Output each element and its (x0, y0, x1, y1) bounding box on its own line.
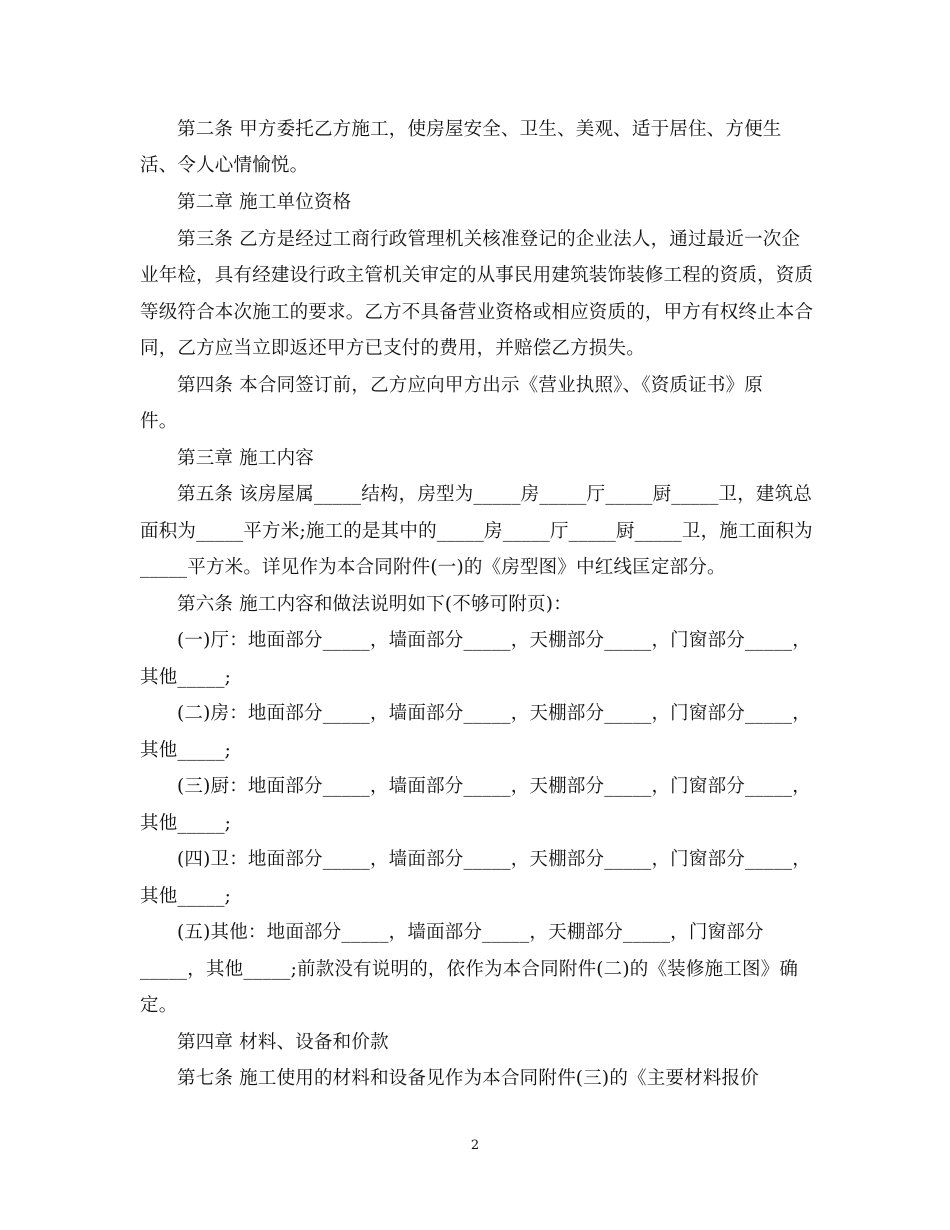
text-line: (三)厨：地面部分_____，墙面部分_____，天棚部分_____，门窗部分_____， (177, 776, 811, 797)
text-line: 其他_____; (140, 740, 232, 761)
text-line: 件。 (140, 411, 178, 432)
text-line: 第四条 本合同签订前，乙方应向甲方出示《营业执照》、《资质证书》原 (177, 375, 763, 396)
chapter-heading: 第二章 施工单位资格 (177, 192, 352, 213)
text-line: _____平方米。详见作为本合同附件(一)的《房型图》中红线匡定部分。 (140, 557, 726, 578)
text-line: 其他_____; (140, 667, 232, 688)
text-line: 同，乙方应当立即返还甲方已支付的费用，并赔偿乙方损失。 (140, 338, 645, 359)
text-line: 定。 (140, 995, 178, 1016)
text-line: 其他_____; (140, 813, 232, 834)
chapter-heading: 第四章 材料、设备和价款 (177, 1032, 389, 1053)
text-line: 第三条 乙方是经过工商行政管理机关核准登记的企业法人，通过最近一次企 (177, 229, 801, 250)
text-line: (四)卫：地面部分_____，墙面部分_____，天棚部分_____，门窗部分_____， (177, 849, 811, 870)
text-line: 等级符合本次施工的要求。乙方不具备营业资格或相应资质的，甲方有权终止本合 (140, 302, 814, 323)
text-line: 其他_____; (140, 886, 232, 907)
text-line: 面积为_____平方米;施工的是其中的_____房_____厅_____厨_____卫，施工面积为 (140, 521, 813, 542)
text-line: (一)厅：地面部分_____，墙面部分_____，天棚部分_____，门窗部分_____， (177, 630, 811, 651)
text-line: 业年检，具有经建设行政主管机关审定的从事民用建筑装饰装修工程的资质，资质 (140, 265, 814, 286)
text-line: 活、令人心情愉悦。 (140, 155, 309, 176)
text-line: 第五条 该房屋属_____结构，房型为_____房_____厅_____厨_____卫，建筑总 (177, 484, 813, 505)
text-line: (二)房：地面部分_____，墙面部分_____，天棚部分_____，门窗部分_____， (177, 703, 811, 724)
text-line: (五)其他：地面部分_____，墙面部分_____，天棚部分_____，门窗部分 (177, 922, 764, 943)
text-line: _____，其他_____;前款没有说明的，依作为本合同附件(二)的《装修施工图》确 (140, 959, 799, 980)
chapter-heading: 第三章 施工内容 (177, 448, 314, 469)
text-line: 第六条 施工内容和做法说明如下(不够可附页)： (177, 594, 572, 615)
text-line: 第七条 施工使用的材料和设备见作为本合同附件(三)的《主要材料报价 (177, 1068, 759, 1089)
page-number: 2 (470, 1138, 480, 1153)
text-line: 第二条 甲方委托乙方施工，使房屋安全、卫生、美观、适于居住、方便生 (177, 119, 782, 140)
